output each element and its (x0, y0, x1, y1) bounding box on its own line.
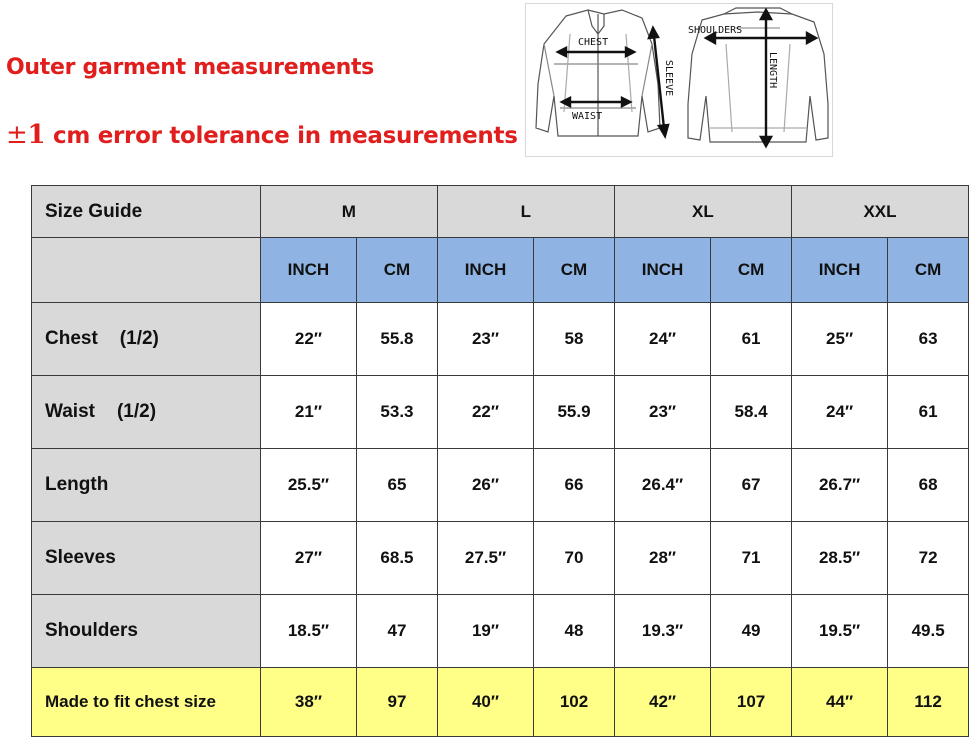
table-cell: 72 (888, 522, 969, 595)
table-cell: 65 (357, 449, 438, 522)
table-row-shoulders (32, 595, 969, 668)
table-cell: 19″ (437, 595, 533, 668)
size-header-l: L (437, 186, 614, 238)
unit-header-cell: INCH (791, 238, 887, 303)
unit-header-cell: INCH (614, 238, 710, 303)
table-cell: 58 (534, 303, 615, 376)
table-cell: 68.5 (357, 522, 438, 595)
page-title: Outer garment measurements (6, 55, 374, 80)
table-cell: 18.5″ (260, 595, 356, 668)
unit-header-cell: INCH (437, 238, 533, 303)
table-cell: 26″ (437, 449, 533, 522)
unit-header-row (32, 238, 969, 303)
tolerance-text: cm error tolerance in measurements (45, 123, 518, 149)
table-cell: 22″ (260, 303, 356, 376)
fit-row-label: Made to fit chest size (32, 668, 261, 737)
size-header-xl: XL (614, 186, 791, 238)
table-row-fit-chest (32, 668, 969, 737)
size-guide-label: Size Guide (32, 186, 261, 238)
table-cell: 21″ (260, 376, 356, 449)
table-cell: 19.3″ (614, 595, 710, 668)
table-cell: 48 (534, 595, 615, 668)
row-label-sub: (1/2) (119, 328, 159, 349)
unit-header-empty (32, 238, 261, 303)
table-cell: 27″ (260, 522, 356, 595)
table-cell: 25.5″ (260, 449, 356, 522)
table-cell: 61 (711, 303, 792, 376)
table-cell: 23″ (614, 376, 710, 449)
table-cell: 97 (357, 668, 438, 737)
table-cell: 24″ (614, 303, 710, 376)
table-cell: 49 (711, 595, 792, 668)
row-label (32, 376, 261, 449)
jacket-sketch-image (526, 4, 832, 156)
table-row-waist (32, 376, 969, 449)
row-label-text: Chest (45, 328, 98, 349)
length-label: LENGTH (767, 52, 778, 89)
unit-header-cell: CM (534, 238, 615, 303)
row-label (32, 522, 261, 595)
table-cell: 68 (888, 449, 969, 522)
table-cell: 49.5 (888, 595, 969, 668)
table-row-chest (32, 303, 969, 376)
table-cell: 107 (711, 668, 792, 737)
tolerance-note (6, 120, 518, 150)
table-cell: 71 (711, 522, 792, 595)
unit-header-cell: CM (357, 238, 438, 303)
table-cell: 40″ (437, 668, 533, 737)
table-cell: 24″ (791, 376, 887, 449)
jacket-measurement-diagram (525, 3, 833, 157)
table-cell: 66 (534, 449, 615, 522)
table-cell: 63 (888, 303, 969, 376)
table-cell: 22″ (437, 376, 533, 449)
unit-header-cell: CM (888, 238, 969, 303)
table-cell: 67 (711, 449, 792, 522)
row-label-text: Sleeves (45, 547, 116, 568)
plus-minus-sign: ± (6, 120, 28, 150)
table-cell: 70 (534, 522, 615, 595)
size-header-row (32, 186, 969, 238)
table-cell: 38″ (260, 668, 356, 737)
table-cell: 47 (357, 595, 438, 668)
table-cell: 53.3 (357, 376, 438, 449)
size-header-xxl: XXL (791, 186, 968, 238)
table-cell: 44″ (791, 668, 887, 737)
table-cell: 19.5″ (791, 595, 887, 668)
row-label-sub: (1/2) (116, 401, 157, 422)
size-guide-table (31, 185, 969, 737)
table-cell: 55.9 (534, 376, 615, 449)
unit-header-cell: INCH (260, 238, 356, 303)
table-cell: 26.4″ (614, 449, 710, 522)
row-label (32, 595, 261, 668)
row-label-text: Shoulders (45, 620, 138, 641)
shoulders-label: SHOULDERS (688, 25, 743, 36)
row-label-text: Waist (45, 401, 95, 422)
table-cell: 102 (534, 668, 615, 737)
size-header-m: M (260, 186, 437, 238)
table-cell: 61 (888, 376, 969, 449)
table-row-sleeves (32, 522, 969, 595)
tolerance-value: 1 (27, 120, 46, 150)
table-cell: 42″ (614, 668, 710, 737)
table-cell: 55.8 (357, 303, 438, 376)
row-label (32, 303, 261, 376)
table-cell: 27.5″ (437, 522, 533, 595)
chest-label: CHEST (578, 37, 609, 48)
sleeve-label: SLEEVE (663, 60, 674, 97)
table-cell: 58.4 (711, 376, 792, 449)
table-cell: 28″ (614, 522, 710, 595)
row-label (32, 449, 261, 522)
table-cell: 25″ (791, 303, 887, 376)
table-cell: 23″ (437, 303, 533, 376)
table-cell: 112 (888, 668, 969, 737)
row-label-text: Length (45, 474, 109, 495)
table-row-length (32, 449, 969, 522)
waist-label: WAIST (572, 111, 603, 122)
table-cell: 28.5″ (791, 522, 887, 595)
unit-header-cell: CM (711, 238, 792, 303)
table-cell: 26.7″ (791, 449, 887, 522)
